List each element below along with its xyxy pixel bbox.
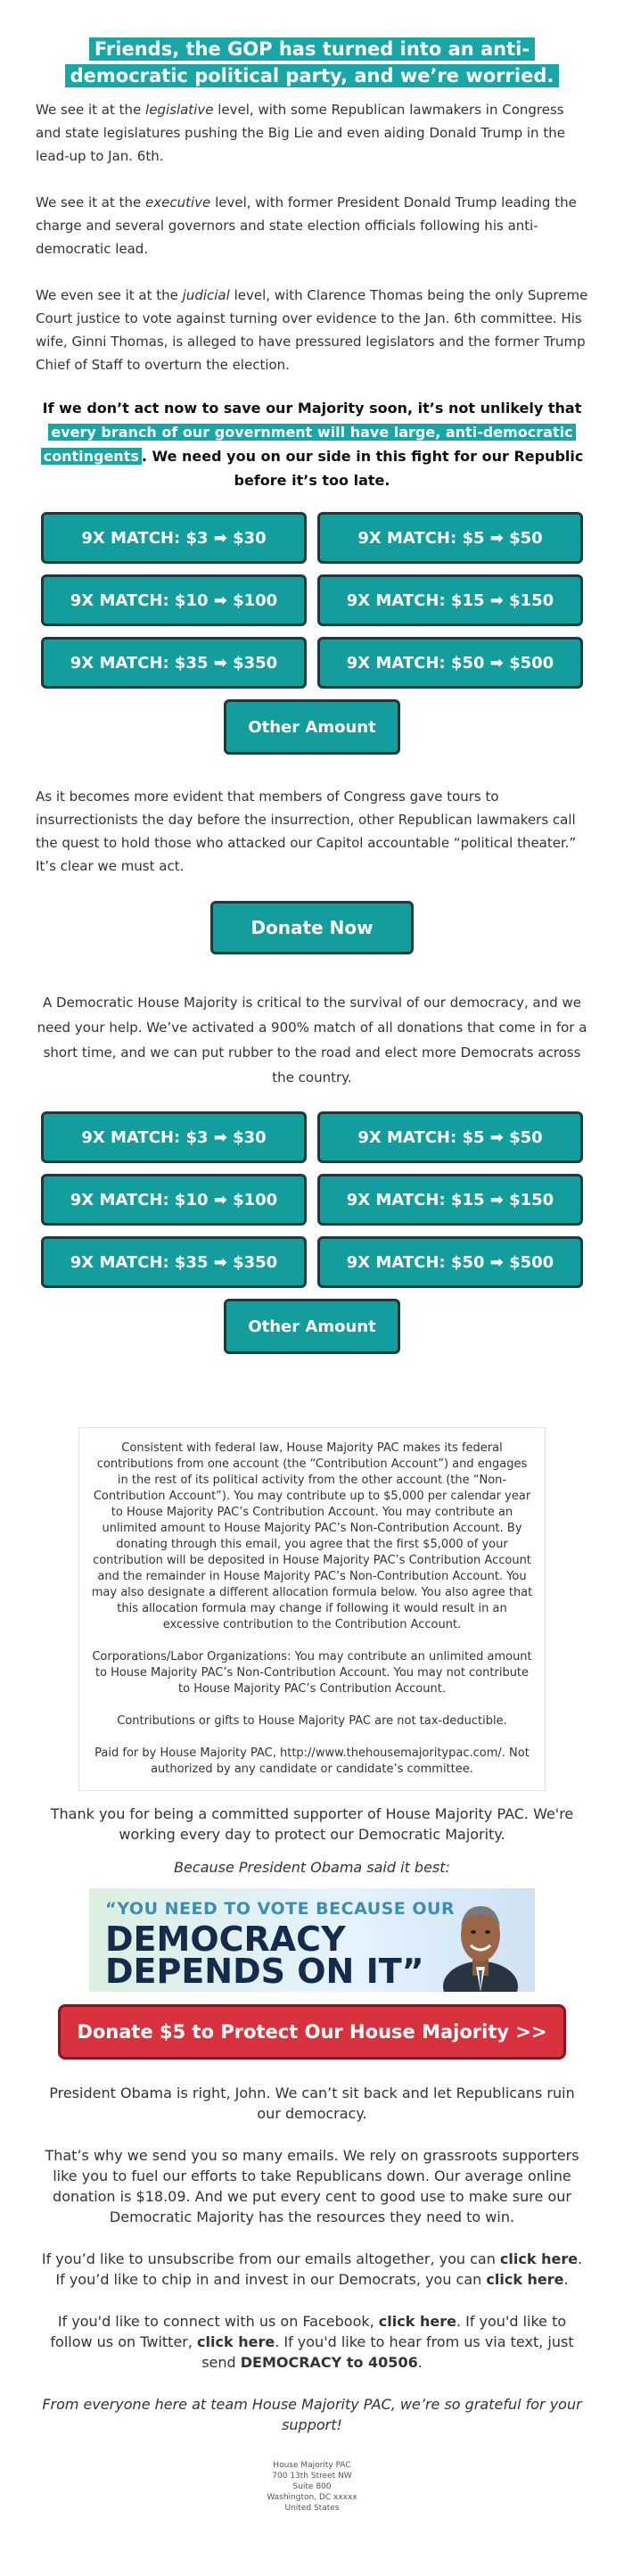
- twitter-link[interactable]: click here: [197, 2333, 275, 2350]
- headline-text: Friends, the GOP has turned into an anti-democratic political party, and we’re worried.: [65, 37, 560, 87]
- intro-text: level, with Clarence Thomas being the only Supreme Court justice to vote against turning over evidence to the Jan. 6th committee. His wife, Ginni Thomas, is alleged to have pressured legislators and the former Trump Chief of Staff to overturn the election.: [36, 287, 588, 373]
- disclaimer-corporations: Corporations/Labor Organizations: You may contribute an unlimited amount to House Majority PAC’s Non-Contribution Account. You may not contribute to House Majority PAC’s Contribution Account.: [92, 1650, 532, 1696]
- intro-paragraph-executive: [36, 191, 588, 260]
- legal-disclaimer: [78, 1427, 546, 1791]
- address-line: 700 13th Street NW: [272, 2472, 352, 2481]
- intro-text: We see it at the: [36, 194, 146, 211]
- obama-right-paragraph: President Obama is right, John. We can’t sit back and let Republicans ruin our democracy.: [49, 2085, 575, 2122]
- quote-line-2: DEMOCRACY: [105, 1920, 346, 1959]
- congress-paragraph: As it becomes more evident that members of Congress gave tours to insurrectionists the day before the insurrection, other Republican lawmakers call the quest to hold those who attacked our Capitol accountable “political theater.” It’s clear we must act.: [36, 788, 577, 874]
- social-paragraph: [36, 2311, 588, 2373]
- intro-text: level, with some Republican lawmakers in Congress and state legislatures pushing the Big Lie and even aiding Donald Trump in the lead-up to Jan. 6th.: [36, 102, 565, 164]
- match-35-button[interactable]: 9X MATCH: $35 ➡ $350: [41, 1236, 307, 1288]
- quote-line-1: “YOU NEED TO VOTE BECAUSE OUR: [105, 1899, 456, 1919]
- other-amount-button[interactable]: Other Amount: [224, 699, 400, 755]
- match-15-button[interactable]: 9X MATCH: $15 ➡ $150: [317, 1174, 583, 1226]
- obama-quote-banner: [89, 1888, 535, 1992]
- footer-address: [36, 2460, 588, 2514]
- disclaimer-tax: Contributions or gifts to House Majority PAC are not tax-deductible.: [117, 1714, 507, 1728]
- warning-text: If we don’t act now to save our Majority soon, it’s not unlikely that: [42, 400, 582, 417]
- thanks-paragraph: Thank you for being a committed supporter of House Majority PAC. We're working every day to protect our Democratic Majority.: [50, 1805, 574, 1843]
- match-50-button[interactable]: 9X MATCH: $50 ➡ $500: [317, 1236, 583, 1288]
- closing-paragraph: From everyone here at team House Majority PAC, we’re so grateful for your support!: [42, 2396, 582, 2433]
- social-text: . If you'd like to hear from us via text, just send: [201, 2333, 574, 2371]
- warning-paragraph: [36, 396, 588, 492]
- facebook-link[interactable]: click here: [378, 2313, 456, 2330]
- social-text: . If you'd like to follow us on Twitter,: [50, 2313, 567, 2350]
- text-keyword: DEMOCRACY to 40506: [240, 2354, 418, 2371]
- email-body: [36, 36, 588, 2514]
- address-line: House Majority PAC: [273, 2461, 351, 2470]
- donate-now-button[interactable]: Donate Now: [210, 901, 414, 954]
- warning-text: . We need you on our side in this fight for our Republic before it’s too late.: [141, 448, 584, 489]
- match-button-grid: [41, 512, 588, 689]
- match-5-button[interactable]: 9X MATCH: $5 ➡ $50: [317, 512, 583, 564]
- unsubscribe-text: If you’d like to unsubscribe from our emails altogether, you can: [41, 2250, 500, 2267]
- match-5-button[interactable]: 9X MATCH: $5 ➡ $50: [317, 1111, 583, 1163]
- intro-text: We see it at the: [36, 102, 146, 118]
- match-35-button[interactable]: 9X MATCH: $35 ➡ $350: [41, 637, 307, 689]
- address-line: Suite 800: [292, 2482, 332, 2491]
- intro-paragraph-judicial: [36, 284, 588, 376]
- match-50-button[interactable]: 9X MATCH: $50 ➡ $500: [317, 637, 583, 689]
- unsubscribe-paragraph: [36, 2249, 588, 2290]
- obama-portrait-image: [442, 1894, 519, 1992]
- quote-line-3: DEPENDS ON IT”: [105, 1952, 424, 1991]
- emails-paragraph: That’s why we send you so many emails. We rely on grassroots supporters like you to fuel our efforts to take Republicans down. Our average online donation is $18.09. And we put every cent to good use to make sure our Democratic Majority has the resources they need to win.: [45, 2147, 579, 2225]
- warning-highlight: every branch of our government will have large, anti-democratic contingents: [41, 424, 576, 465]
- because-text: Because President Obama said it best:: [174, 1859, 450, 1876]
- address-line: Washington, DC xxxxx: [267, 2493, 357, 2502]
- address-line: United States: [284, 2504, 340, 2513]
- intro-text: We even see it at the: [36, 287, 183, 303]
- intro-emphasis: legislative: [145, 102, 214, 118]
- other-amount-button-2[interactable]: Other Amount: [224, 1299, 400, 1354]
- match-15-button[interactable]: 9X MATCH: $15 ➡ $150: [317, 574, 583, 626]
- headline: [36, 36, 588, 89]
- intro-emphasis: judicial: [182, 287, 230, 303]
- disclaimer-paid-for: Paid for by House Majority PAC, http://www.thehousemajoritypac.com/. Not authorized by any candidate or candidate’s committee.: [94, 1746, 530, 1776]
- disclaimer-contributions: Consistent with federal law, House Majority PAC makes its federal contributions from one account (the “Contribution Account”) and engages in the rest of its political activity from the other account (the “Non-Contribution Account”). You may contribute up to $5,000 per calendar year to House Majority PAC’s Contribution Account. You may contribute an unlimited amount to House Majority PAC’s Non-Contribution Account. By donating through this email, you agree that the first $5,000 of your contribution will be deposited in House Majority PAC’s Contribution Account and the remainder in House Majority PAC’s Non-Contribution Account. You may also designate a different allocation formula below. You also agree that this allocation formula may change if following it would result in an excessive contribution to the Contribution Account.: [91, 1441, 533, 1631]
- unsubscribe-link[interactable]: click here: [499, 2250, 579, 2267]
- match-button-grid-2: [41, 1111, 588, 1288]
- majority-paragraph: A Democratic House Majority is critical to the survival of our democracy, and we need your help. We’ve activated a 900% match of all donations that come in for a short time, and we can put rubber to the road and elect more Democrats across the country.: [37, 995, 587, 1086]
- intro-paragraph-legislative: [36, 98, 588, 168]
- match-10-button[interactable]: 9X MATCH: $10 ➡ $100: [41, 574, 307, 626]
- intro-emphasis: executive: [145, 194, 211, 211]
- unsubscribe-text: .: [563, 2271, 569, 2288]
- unsubscribe-text: . If you’d like to chip in and invest in our Democrats, you can: [55, 2250, 583, 2288]
- because-line: [36, 1857, 588, 1878]
- chip-in-link[interactable]: click here: [486, 2271, 564, 2288]
- match-3-button[interactable]: 9X MATCH: $3 ➡ $30: [41, 1111, 307, 1163]
- social-text: .: [417, 2354, 423, 2371]
- intro-text: level, with former President Donald Trump leading the charge and several governors and state election officials following his anti-democratic lead.: [36, 194, 577, 257]
- social-text: If you'd like to connect with us on Facebook,: [57, 2313, 379, 2330]
- match-3-button[interactable]: 9X MATCH: $3 ➡ $30: [41, 512, 307, 564]
- donate-5-button[interactable]: Donate $5 to Protect Our House Majority >>: [58, 2004, 566, 2060]
- match-10-button[interactable]: 9X MATCH: $10 ➡ $100: [41, 1174, 307, 1226]
